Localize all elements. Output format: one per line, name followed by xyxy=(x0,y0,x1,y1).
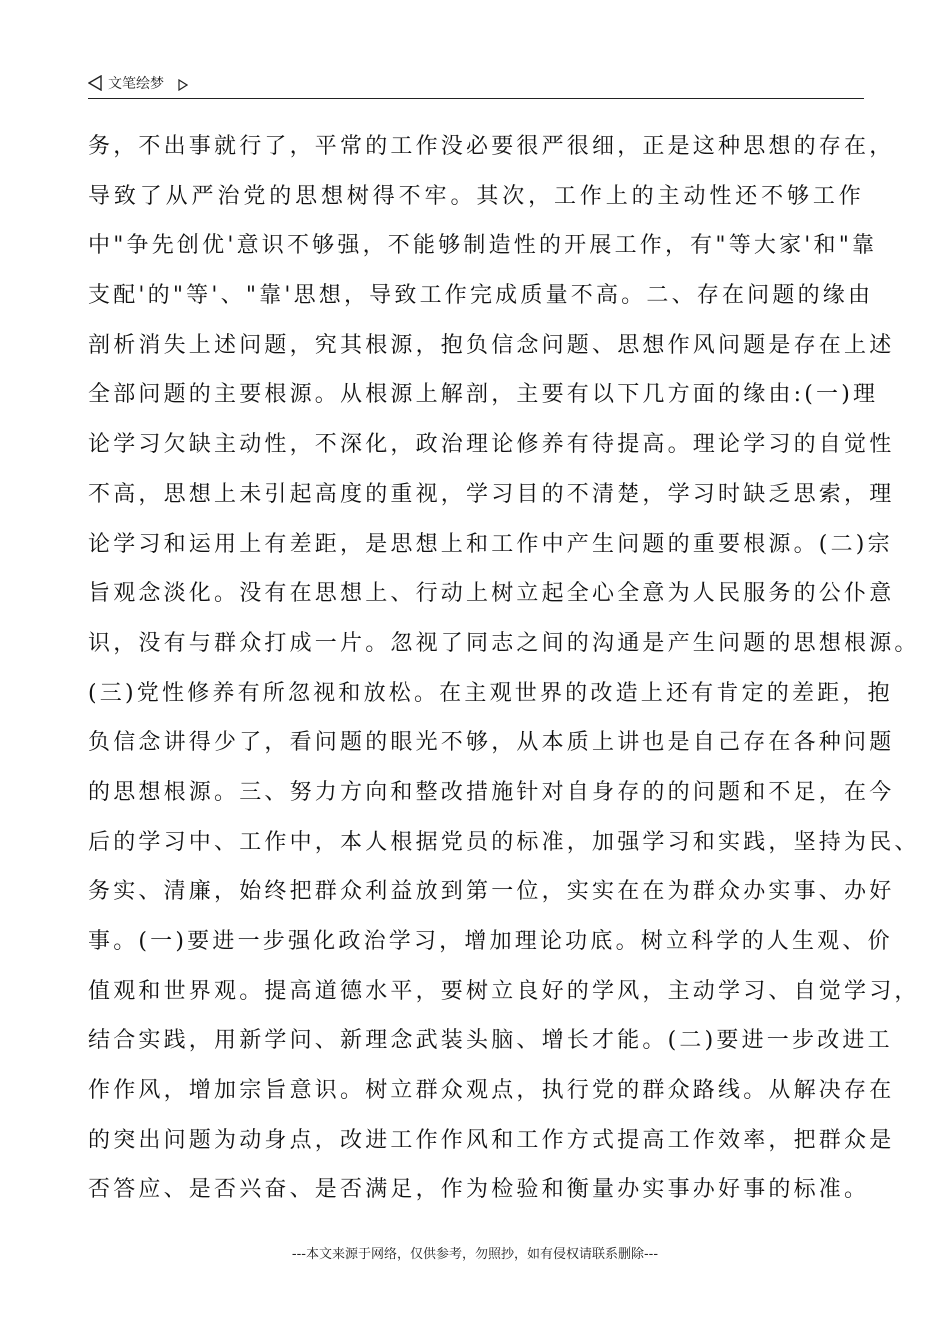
text-line: 结合实践，用新学问、新理念武装头脑、增长才能。(二)要进一步改进工 xyxy=(88,1028,893,1054)
text-line: 的思想根源。三、努力方向和整改措施针对自身存的的问题和不足，在今 xyxy=(88,779,895,805)
text-line: 的突出问题为动身点，改进工作作风和工作方式提高工作效率，把群众是 xyxy=(88,1127,895,1153)
text-line: 负信念讲得少了，看问题的眼光不够，从本质上讲也是自己存在各种问题 xyxy=(88,730,895,756)
text-line: 全部问题的主要根源。从根源上解剖，主要有以下几方面的缘由:(一)理 xyxy=(88,382,879,408)
text-line: 论学习和运用上有差距，是思想上和工作中产生问题的重要根源。(二)宗 xyxy=(88,531,893,557)
text-line: (三)党性修养有所忽视和放松。在主观世界的改造上还有肯定的差距，抱 xyxy=(88,680,893,706)
text-line: 旨观念淡化。没有在思想上、行动上树立起全心全意为人民服务的公仆意 xyxy=(88,581,895,607)
text-line: 事。(一)要进一步强化政治学习，增加理论功底。树立科学的人生观、价 xyxy=(88,929,893,954)
text-line: 务，不出事就行了，平常的工作没必要很严很细，正是这种思想的存在， xyxy=(88,134,895,159)
text-line: 否答应、是否兴奋、是否满足，作为检验和衡量办实事办好事的标准。 xyxy=(88,1177,870,1203)
text-line: 不高，思想上未引起高度的重视，学习目的不清楚，学习时缺乏思索，理 xyxy=(88,481,895,507)
text-line: 识，没有与群众打成一片。忽视了同志之间的沟通是产生问题的思想根源。 xyxy=(88,630,920,656)
text-line: 论学习欠缺主动性，不深化，政治理论修养有待提高。理论学习的自觉性 xyxy=(88,432,895,458)
left-triangle-icon xyxy=(88,75,102,91)
text-line: 务实、清廉，始终把群众利益放到第一位，实实在在为群众办实事、办好 xyxy=(88,879,895,905)
footer-disclaimer: ---本文来源于网络，仅供参考，勿照抄，如有侵权请联系删除--- xyxy=(291,1247,659,1262)
text-line: 中"争先创优'意识不够强，不能够制造性的开展工作，有"等大家'和"靠 xyxy=(88,233,878,259)
text-line: 后的学习中、工作中，本人根据党员的标准，加强学习和实践，坚持为民、 xyxy=(88,829,920,855)
text-line: 作作风，增加宗旨意识。树立群众观点，执行党的群众路线。从解决存在 xyxy=(88,1078,895,1104)
text-line: 剖析消失上述问题，究其根源，抱负信念问题、思想作风问题是存在上述 xyxy=(88,332,895,358)
header-title: 文笔绘梦 xyxy=(108,76,164,92)
page-header xyxy=(88,72,864,99)
text-line: 值观和世界观。提高道德水平，要树立良好的学风，主动学习、自觉学习， xyxy=(88,978,920,1004)
text-line: 支配'的"等'、"靠'思想，导致工作完成质量不高。二、存在问题的缘由 xyxy=(88,283,874,309)
right-triangle-icon xyxy=(178,76,188,88)
body-text xyxy=(88,130,920,1223)
text-line: 导致了从严治党的思想树得不牢。其次，工作上的主动性还不够工作 xyxy=(88,183,864,209)
